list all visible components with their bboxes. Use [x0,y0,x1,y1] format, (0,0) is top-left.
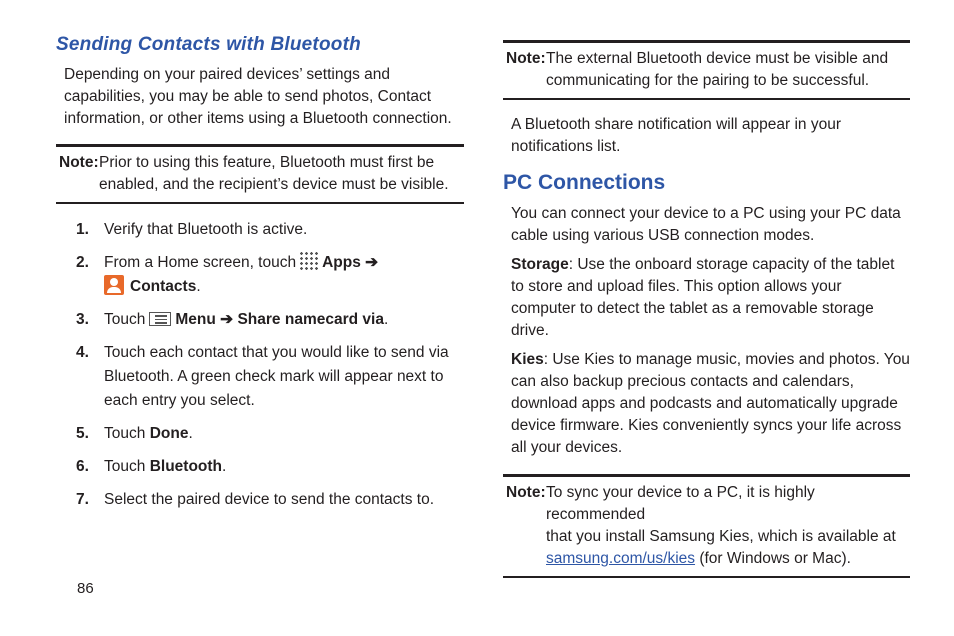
step-2: 2. From a Home screen, touch Apps ➔ Contacts. [56,251,464,299]
note-label: Note: [59,154,99,171]
step-5: 5. Touch Done. [76,425,193,442]
arrow-icon: ➔ [220,311,234,328]
notification-paragraph: A Bluetooth share notification will appear in your notifications list. [511,116,842,155]
step-3: 3. Touch Menu ➔ Share namecard via. [76,311,389,328]
note-box-external-device [503,40,910,100]
steps-list [56,218,464,512]
note-label: Note: [506,50,546,67]
contacts-icon [104,275,124,295]
note-box-sync-pc [503,474,910,578]
apps-label: Apps [322,254,361,271]
note-text [503,48,910,92]
note-line: samsung.com/us/kies (for Windows or Mac). [546,550,851,567]
intro-paragraph: Depending on your paired devices’ settings and capabilities, you may be able to send photos, Contact information, or other items using a Bluetooth connection. [64,66,452,127]
note-line: Prior to using this feature, Bluetooth must first be [99,154,435,171]
storage-term: Storage [511,256,569,273]
contacts-label: Contacts [130,278,197,295]
step-6: 6. Touch Bluetooth. [76,458,227,475]
share-namecard-label: Share namecard via [237,311,384,328]
note-line: To sync your device to a PC, it is highly recommended [546,484,815,523]
note-label: Note: [506,484,546,501]
storage-paragraph: Storage: Use the onboard storage capacity of the tablet to store and upload files. This option allows your computer to detect the tablet as a removable storage drive. [511,256,895,339]
note-line: The external Bluetooth device must be visible and [546,50,889,67]
note-line: enabled, and the recipient’s device must be visible. [99,176,449,193]
kies-paragraph: Kies: Use Kies to manage music, movies and photos. You can also backup precious contacts and calendars, download apps and podcasts and automatically upgrade device firmware. Kies conveniently syncs your life across all your devices. [511,351,910,456]
step-1: 1. Verify that Bluetooth is active. [76,221,308,238]
note-text [503,482,910,570]
menu-label: Menu [175,311,216,328]
arrow-icon: ➔ [365,254,379,271]
apps-grid-icon [299,251,319,271]
page-number: 86 [77,580,94,597]
section-heading-pc-connections: PC Connections [503,171,666,194]
note-line: communicating for the pairing to be successful. [546,72,870,89]
step-7: 7. Select the paired device to send the contacts to. [76,491,435,508]
note-text [56,152,464,196]
kies-term: Kies [511,351,544,368]
menu-icon [149,312,171,326]
samsung-kies-link[interactable]: samsung.com/us/kies [546,550,696,567]
pc-intro-paragraph: You can connect your device to a PC using your PC data cable using various USB connection modes. [511,205,901,244]
step-4: 4. Touch each contact that you would like to send via Bluetooth. A green check mark will appear next to each entry you select. [76,344,449,409]
left-column [56,34,464,521]
note-box-bluetooth-prereq [56,144,464,204]
section-heading-sending-contacts: Sending Contacts with Bluetooth [56,34,361,55]
right-column [503,40,910,578]
note-line: that you install Samsung Kies, which is available at [546,528,896,545]
